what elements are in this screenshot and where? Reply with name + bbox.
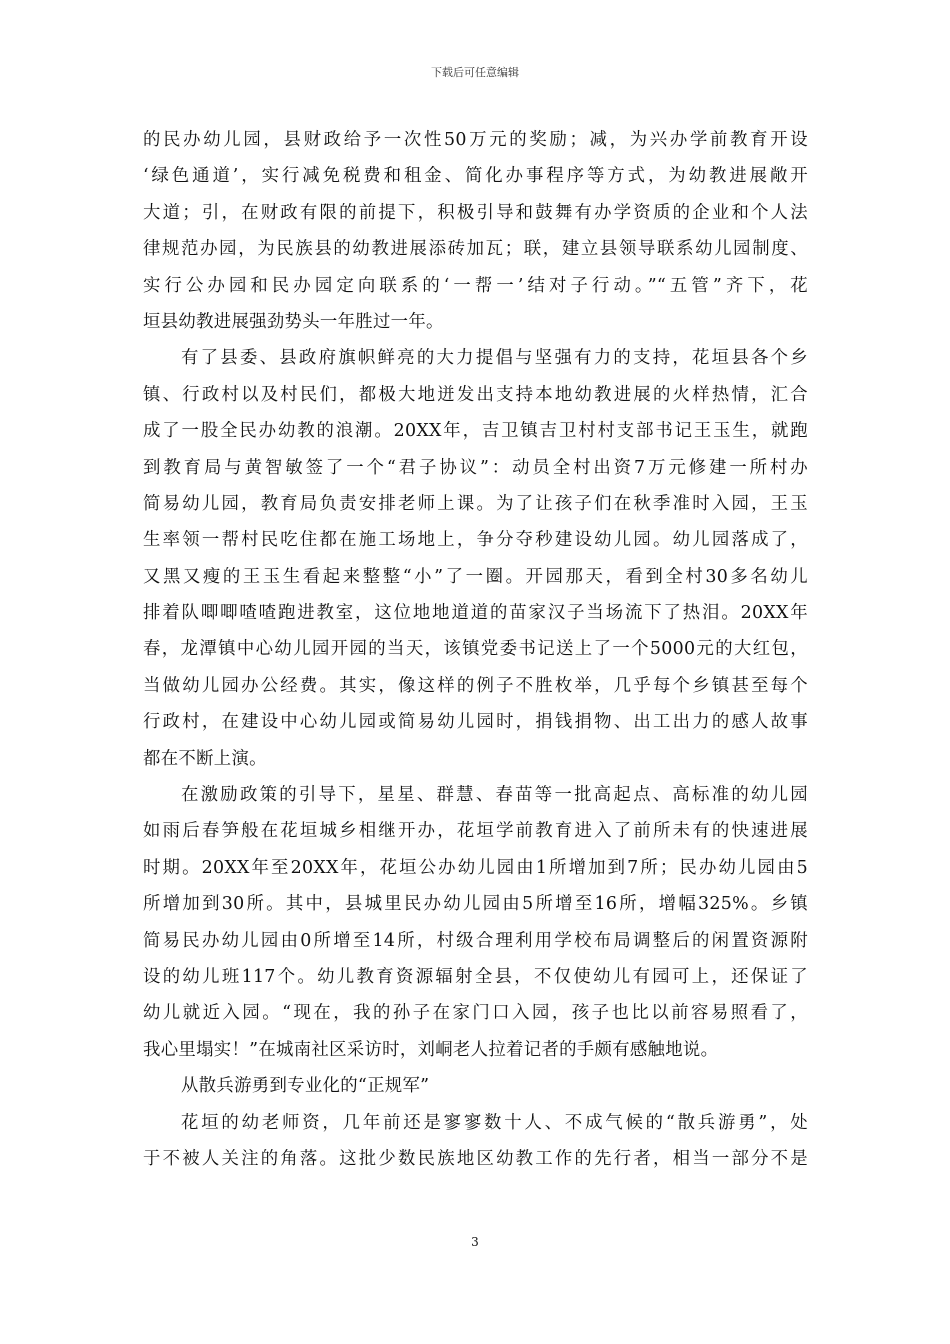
text-line: 到教育局与黄智敏签了一个“君子协议”：动员全村出资7万元修建一所村办 [143,457,808,478]
text-line: 简易民办幼儿园由0所增至14所，村级合理利用学校布局调整后的闲置资源附 [143,930,808,951]
text-line: 垣县幼教进展强劲势头一年胜过一年。 [143,311,444,332]
text-line: 简易幼儿园，教育局负责安排老师上课。为了让孩子们在秋季准时入园，王玉 [143,493,808,514]
paragraph-first-line: 在激励政策的引导下，星星、群慧、春苗等一批高起点、高标准的幼儿园 [181,785,808,806]
text-line: 排着队唧唧喳喳跑进教室，这位地地道道的苗家汉子当场流下了热泪。20XX年 [143,603,808,624]
page-number: 3 [471,1235,479,1249]
text-line: 于不被人关注的角落。这批少数民族地区幼教工作的先行者，相当一部分不是 [143,1148,808,1169]
text-line: 如雨后春笋般在花垣城乡相继开办，花垣学前教育进入了前所未有的快速进展 [143,821,808,842]
text-line: ‘绿色通道’，实行减免税费和租金、简化办事程序等方式，为幼教进展敞开 [143,166,808,187]
text-line: 设的幼儿班117个。幼儿教育资源辐射全县，不仅使幼儿有园可上，还保证了 [143,966,808,987]
paragraph-first-line: 花垣的幼老师资，几年前还是寥寥数十人、不成气候的“散兵游勇”，处 [181,1112,808,1133]
text-line: 都在不断上演。 [143,748,267,769]
section-heading: 从散兵游勇到专业化的“正规军” [181,1076,430,1097]
text-line: 所增加到30所。其中，县城里民办幼儿园由5所增至16所，增幅325%。乡镇 [143,894,808,915]
text-line: 律规范办园，为民族县的幼教进展添砖加瓦；联，建立县领导联系幼儿园制度、 [143,239,808,260]
text-line: 幼儿就近入园。“现在，我的孙子在家门口入园，孩子也比以前容易照看了， [143,1003,808,1024]
text-line: 时期。20XX年至20XX年，花垣公办幼儿园由1所增加到7所；民办幼儿园由5 [143,857,808,878]
text-line: 大道；引，在财政有限的前提下，积极引导和鼓舞有办学资质的企业和个人法 [143,202,808,223]
text-line: 我心里塌实！”在城南社区采访时，刘峒老人拉着记者的手颇有感触地说。 [143,1039,719,1060]
text-line: 生率领一帮村民吃住都在施工场地上，争分夺秒建设幼儿园。幼儿园落成了， [143,530,808,551]
text-line: 成了一股全民办幼教的浪潮。20XX年，吉卫镇吉卫村村支部书记王玉生，就跑 [143,421,808,442]
page-header: 下载后可任意编辑 [431,66,519,79]
text-line: 春，龙潭镇中心幼儿园开园的当天，该镇党委书记送上了一个5000元的大红包， [143,639,808,660]
text-line: 当做幼儿园办公经费。其实，像这样的例子不胜枚举，几乎每个乡镇甚至每个 [143,675,808,696]
text-line: 实行公办园和民办园定向联系的‘一帮一’结对子行动。”“五管”齐下，花 [143,275,808,296]
paragraph-first-line: 有了县委、县政府旗帜鲜亮的大力提倡与坚强有力的支持，花垣县各个乡 [181,348,808,369]
text-line: 行政村，在建设中心幼儿园或简易幼儿园时，捐钱捐物、出工出力的感人故事 [143,712,808,733]
text-line: 镇、行政村以及村民们，都极大地迸发出支持本地幼教进展的火样热情，汇合 [143,384,808,405]
document-body [143,122,808,1177]
text-line: 又黑又瘦的王玉生看起来整整“小”了一圈。开园那天，看到全村30多名幼儿 [143,566,808,587]
text-line: 的民办幼儿园，县财政给予一次性50万元的奖励；减，为兴办学前教育开设 [143,130,808,150]
